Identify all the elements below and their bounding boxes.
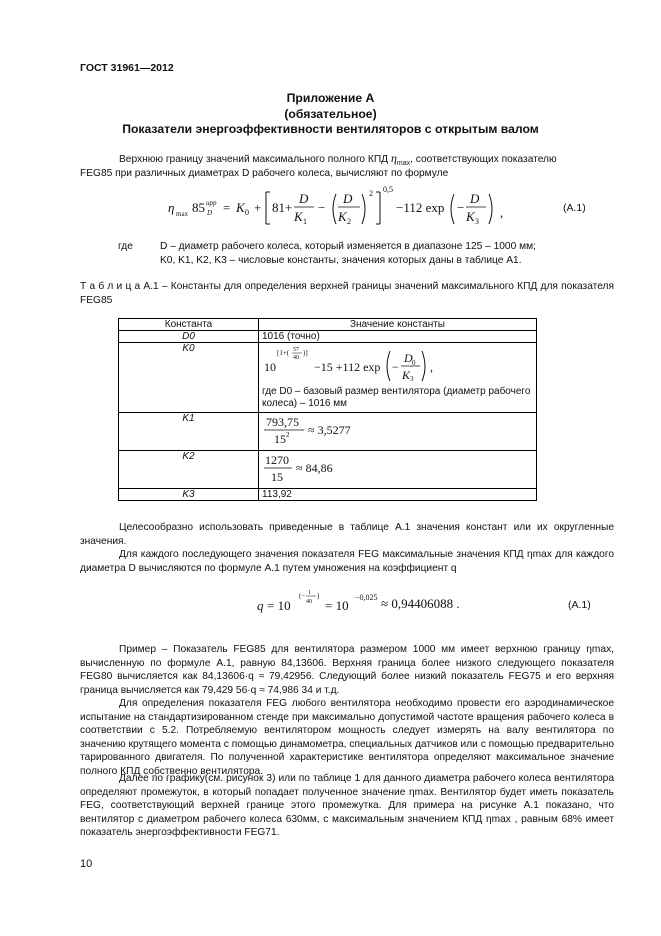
constant-value: 113,92 — [259, 489, 537, 501]
column-header-value: Значение константы — [259, 319, 537, 331]
svg-text:K: K — [294, 209, 303, 224]
svg-text:81+: 81+ — [272, 200, 293, 215]
constant-value — [259, 413, 537, 451]
svg-text:−0,025: −0,025 — [355, 593, 378, 602]
svg-text:D: D — [299, 191, 309, 206]
svg-text:−112 exp: −112 exp — [396, 200, 445, 215]
svg-text:[1+(: [1+( — [277, 349, 290, 357]
svg-text:40: 40 — [293, 355, 299, 361]
intro-line-2: FEG85 при различных диаметрах D рабочего колеса, вычисляют по формуле — [80, 168, 449, 179]
formula-q-result: ≈ 0,94406088 . — [381, 596, 460, 611]
where-word: где — [118, 241, 133, 252]
paragraph-feg-steps: Для каждого последующего значения показателя FEG максимальные значения КПД ηmax для каждого диаметра D вычисляются по формуле А.1 путем умножения на коэффициент q — [80, 549, 614, 574]
page-number: 10 — [80, 858, 93, 870]
formula-a1 — [160, 180, 500, 230]
constant-value — [259, 343, 537, 413]
svg-text:2: 2 — [347, 217, 351, 226]
svg-text:793,75: 793,75 — [266, 415, 299, 429]
paragraph-graph: Далее по графику(см. рисунок 3) или по таблице 1 для данного диаметра рабочего колеса вентилятора определяют промежуток, в который попадает полученное значение ηmax. Вентилятор будет иметь показатель FEG, соответствующий верхней границе этого промежутка. Для примера на рисунке А.1 показано, что вентилятор с диаметром рабочего колеса 630мм, с максимальным значением КПД ηmax , равным 68% имеет показатель энергоэффективности FEG71. — [80, 773, 614, 839]
svg-text:0: 0 — [245, 208, 249, 217]
svg-text:,: , — [430, 360, 433, 374]
svg-text:2: 2 — [286, 431, 290, 439]
appendix-title: Приложение А — [286, 91, 375, 105]
svg-text:K: K — [338, 209, 347, 224]
table-row — [119, 489, 537, 501]
svg-text:0: 0 — [412, 359, 416, 367]
svg-text:1: 1 — [303, 217, 307, 226]
svg-text:2: 2 — [369, 189, 373, 198]
table-row — [119, 451, 537, 489]
constant-name: K1 — [119, 413, 259, 451]
svg-text:3: 3 — [475, 217, 479, 226]
example-text: Пример – Показатель FEG85 для вентилятора размером 1000 мм имеет верхнюю границу ηmax, вычисленную по формуле А.1, равную 84,13606. Верхняя граница более низкого следующего показателя FEG80 вычисляется как 84,13606·q ≈ 79,42956. Следующий более низкий показатель FEG75 и его верхняя граница вычисляется как 79,429 56·q ≈ 74,986 34 и т.д. — [80, 644, 614, 696]
svg-text:40: 40 — [306, 599, 312, 605]
column-header-constant: Константа — [119, 319, 259, 331]
svg-text:−: − — [392, 360, 399, 374]
svg-text:10: 10 — [264, 360, 276, 374]
formula-a1-label: (А.1) — [563, 202, 586, 214]
k0-formula — [262, 343, 462, 383]
k1-formula — [262, 413, 372, 447]
appendix-subtitle: (обязательное) — [284, 107, 377, 121]
svg-text:K: K — [466, 209, 475, 224]
svg-text:=: = — [223, 200, 231, 215]
table-row — [119, 331, 537, 343]
constant-name: K0 — [119, 343, 259, 413]
constant-name: D0 — [119, 331, 259, 343]
svg-text:15: 15 — [271, 470, 283, 484]
constants-table — [118, 318, 537, 501]
svg-text:max: max — [176, 210, 189, 218]
svg-text:−: − — [457, 200, 465, 215]
svg-text:15: 15 — [274, 432, 286, 446]
svg-text:upp: upp — [206, 199, 217, 207]
svg-text:D: D — [343, 191, 353, 206]
constant-value: 1016 (точно) — [259, 331, 537, 343]
svg-text:K: K — [236, 200, 245, 215]
svg-text:q: q — [257, 598, 264, 613]
svg-text:D: D — [404, 351, 413, 365]
where-line-2: K0, K1, K2, K3 – числовые константы, значения которых даны в таблице А1. — [160, 255, 522, 266]
svg-text:85: 85 — [192, 200, 205, 215]
svg-text:+: + — [254, 200, 262, 215]
svg-text:K: K — [402, 368, 411, 382]
paragraph-measurement: Для определения показателя FEG любого вентилятора необходимо провести его аэродинамическое испытание на стандартизированном стенде при максимально допустимой частоте вращения рабочего колеса в соответствии с 5.2. Потребляемую вентилятором мощность следует измерять на валу вентилятора по значению крутящего момента с помощью динамометра, специальных датчиков или с помощью предварительно тарированного двигателя. По полученной характеристике вентилятора определяют максимальное значение полного КПД собственно вентилятора. — [80, 698, 614, 777]
svg-text:−: − — [318, 200, 326, 215]
svg-text:1270: 1270 — [265, 453, 289, 467]
svg-text:3: 3 — [410, 375, 414, 383]
k0-note: где D0 – базовый размер вентилятора (диаметр рабочего колеса) – 1016 мм — [262, 386, 531, 409]
table-row — [119, 343, 537, 413]
constant-value — [259, 451, 537, 489]
svg-text:): ) — [317, 592, 320, 600]
svg-text:0,5: 0,5 — [383, 185, 393, 194]
svg-text:−15 +112 exp: −15 +112 exp — [314, 360, 381, 374]
svg-text:D: D — [207, 209, 213, 217]
svg-text:)]: )] — [303, 349, 308, 357]
svg-text:≈ 3,5277: ≈ 3,5277 — [308, 423, 351, 437]
appendix-heading: Показатели энергоэффективности вентиляторов с открытым валом — [122, 122, 539, 136]
svg-text:≈ 84,86: ≈ 84,86 — [296, 461, 333, 475]
constant-name: K3 — [119, 489, 259, 501]
table-caption: Т а б л и ц а А.1 – Константы для определения верхней границы значений максимального КПД для показателя FEG85 — [80, 281, 614, 306]
svg-text:= 10: = 10 — [267, 598, 291, 613]
paragraph-recommendation: Целесообразно использовать приведенные в таблице А.1 значения констант или их округленные значения. — [80, 522, 614, 547]
k2-formula — [262, 451, 362, 485]
intro-line-1: Верхнюю границу значений максимального полного КПД $\eta_{max}$, соответствующих показателю — [119, 151, 557, 168]
constant-name: K2 — [119, 451, 259, 489]
document-header: ГОСТ 31961—2012 — [80, 62, 174, 74]
where-line-1: D – диаметр рабочего колеса, который изменяется в диапазоне 125 – 1000 мм; — [160, 241, 536, 252]
svg-text:η: η — [168, 200, 175, 215]
svg-text:57: 57 — [293, 347, 299, 353]
formula-q-label: (А.1) — [568, 599, 591, 611]
svg-text:= 10: = 10 — [325, 598, 349, 613]
svg-text:1: 1 — [308, 590, 311, 596]
svg-text:D: D — [470, 191, 480, 206]
svg-text:(−: (− — [299, 592, 306, 600]
table-row — [119, 413, 537, 451]
